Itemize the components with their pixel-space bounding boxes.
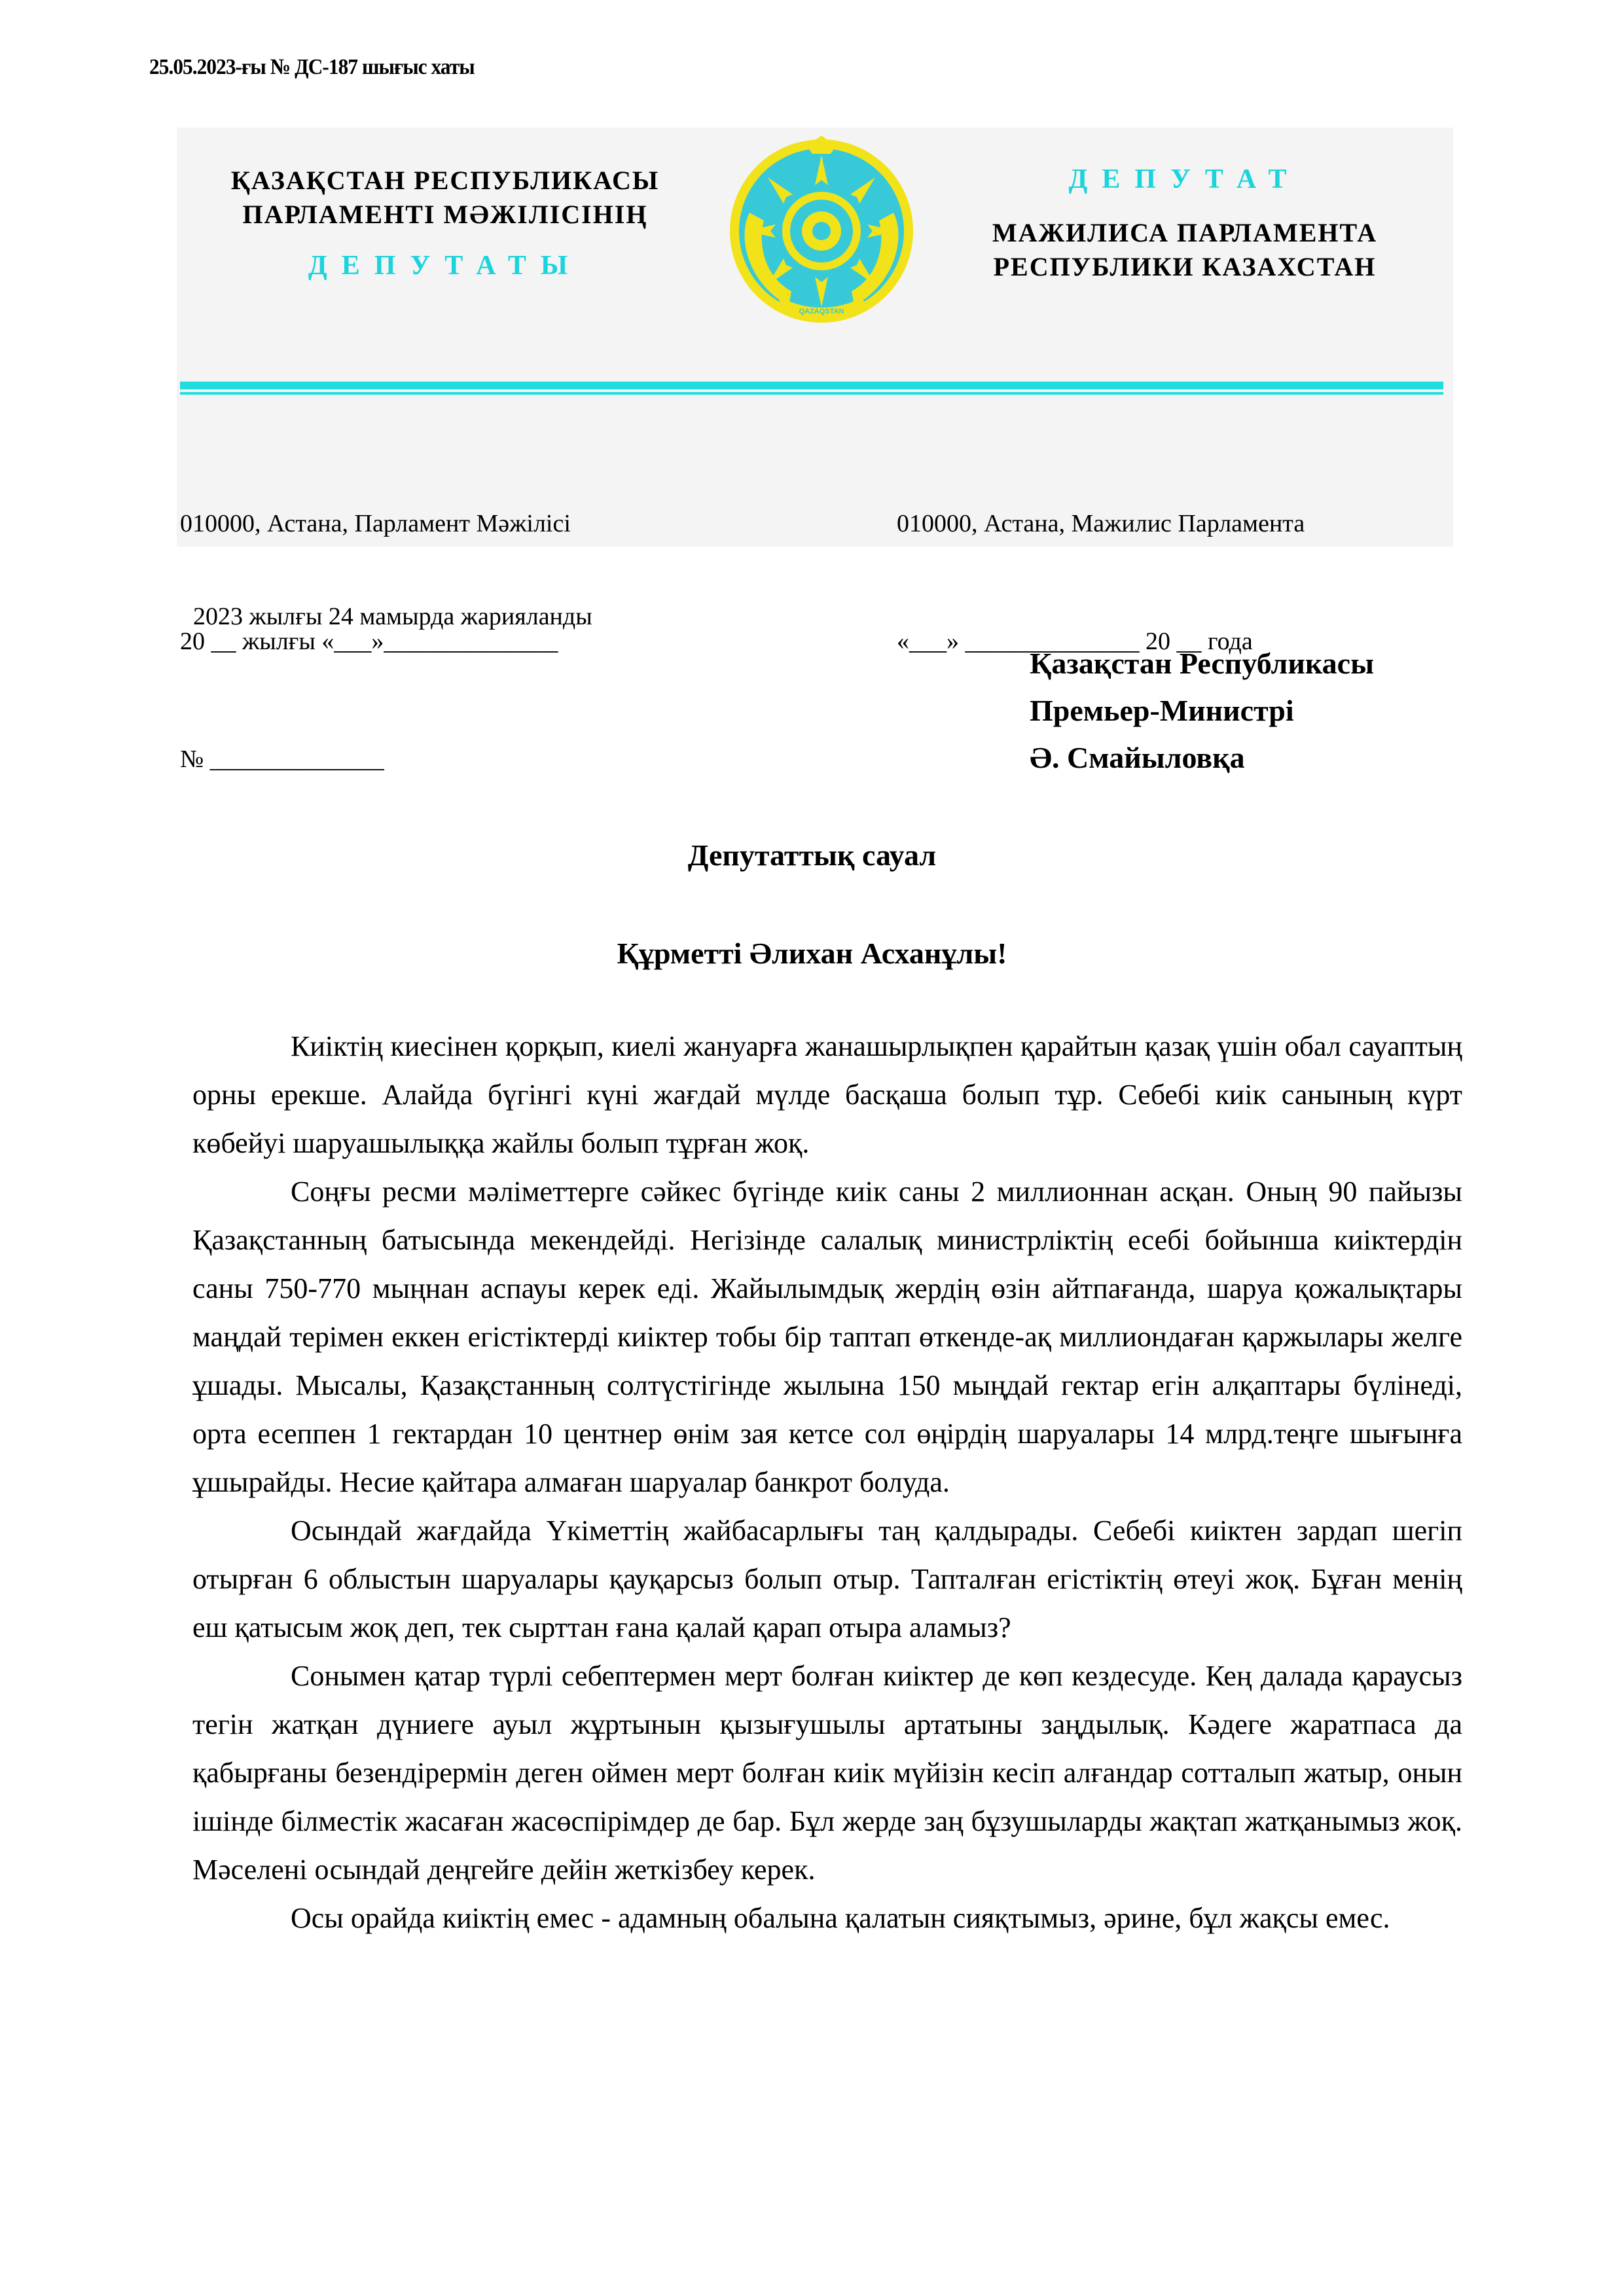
address-ru-date: «___» ______________ 20 __ года	[897, 628, 1253, 655]
recipient-line1: Қазақстан Республикасы	[1030, 647, 1375, 680]
address-kz-date: 20 __ жылғы «___»______________	[180, 628, 558, 655]
paragraph-1: Киіктің киесінен қорқып, киелі жануарға жанашырлықпен қарайтын қазақ үшін обал сауаптың орны ерекше. Алайда бүгінгі күні жағдай мүлде басқаша болып тұр. Себебі киік санының күрт көбейуі шаруашылыққа жайлы болып тұрған жоқ.	[192, 1030, 1462, 1159]
greeting: Құрметті Әлихан Асханұлы!	[617, 937, 1007, 970]
org-name-ru	[936, 216, 1434, 284]
recipient-block	[1030, 640, 1374, 781]
state-emblem-icon	[723, 134, 920, 331]
org-name-kz-line2: ПАРЛАМЕНТІ МӘЖІЛІСІНІҢ	[242, 200, 648, 229]
deputy-title-ru: ДЕПУТАТ	[1068, 164, 1301, 194]
paragraph-5: Осы орайда киіктің емес - адамның обалына қалатын сияқтымыз, әрине, бұл жақсы емес.	[291, 1902, 1390, 1934]
org-name-kz	[196, 164, 694, 232]
recipient-line2: Премьер-Министрі	[1030, 694, 1294, 727]
outgoing-number: 25.05.2023-ғы № ДС-187 шығыс хаты	[149, 55, 475, 79]
header-divider-thin	[180, 392, 1443, 395]
paragraph-4: Сонымен қатар түрлі себептермен мерт болған киіктер де көп кездесуде. Кең далада қараусыз тегін жатқан дүниеге ауыл жұртынын қызығушылы артатыны заңдылық. Кәдеге жаратпаса да қабырғаны безендірермін деген оймен мерт болған киік мүйізін кесіп алғандар сотталып жатыр, онын ішінде білместік жасаған жасөспірімдер де бар. Бұл жерде заң бұзушыларды жақтап жатқанымыз жоқ. Мәселені осындай деңгейге дейін жеткізбеу керек.	[192, 1660, 1462, 1886]
letter-body	[192, 1022, 1462, 1943]
emblem-label: QAZAQSTAN	[799, 308, 844, 315]
address-ru-line1: 010000, Астана, Мажилис Парламента	[897, 510, 1305, 537]
recipient-line3: Ә. Смайыловқа	[1030, 741, 1245, 774]
published-note: 2023 жылғы 24 мамырда жарияланды	[193, 603, 592, 630]
paragraph-2: Соңғы ресми мәліметтерге сәйкес бүгінде киік саны 2 миллионнан асқан. Оның 90 пайызы Қазақстанның батысында мекендейді. Негізінде салалық министрліктің есебі бойынша киіктердін саны 750-770 мыңнан аспауы керек еді. Жайылымдық жердің өзін айтпағанда, шаруа қожалықтары маңдай терімен еккен егістіктерді киіктер тобы бір таптап өткенде-ақ миллиондаған қаржылары желге ұшады. Мысалы, Қазақстанның солтүстігінде жылына 150 мыңдай гектар егін алқаптары бүлінеді, орта есеппен 1 гектардан 10 центнер өнім зая кетсе сол өңірдің шаруалары 14 млрд.теңге шығынға ұшырайды. Несие қайтара алмаған шаруалар банкрот болуда.	[192, 1175, 1462, 1498]
org-name-ru-line1: МАЖИЛИСА ПАРЛАМЕНТА	[992, 218, 1378, 247]
deputy-title-kz: ДЕПУТАТЫ	[308, 251, 583, 281]
header-divider-thick	[180, 382, 1443, 389]
address-kz-number: № ______________	[180, 745, 384, 773]
document-title: Депутаттық сауал	[687, 838, 937, 872]
address-kz-line1: 010000, Астана, Парламент Мәжілісі	[180, 510, 571, 537]
paragraph-3: Осындай жағдайда Үкіметтің жайбасарлығы таң қалдырады. Себебі киіктен зардап шегіп отырған 6 облыстын шаруалары қауқарсыз болып отыр. Тапталған егістіктің өтеуі жоқ. Бұған менің еш қатысым жоқ деп, тек сырттан ғана қалай қарап отыра аламыз?	[192, 1515, 1462, 1643]
org-name-ru-line2: РЕСПУБЛИКИ КАЗАХСТАН	[993, 252, 1377, 281]
org-name-kz-line1: ҚАЗАҚСТАН РЕСПУБЛИКАСЫ	[230, 166, 660, 195]
